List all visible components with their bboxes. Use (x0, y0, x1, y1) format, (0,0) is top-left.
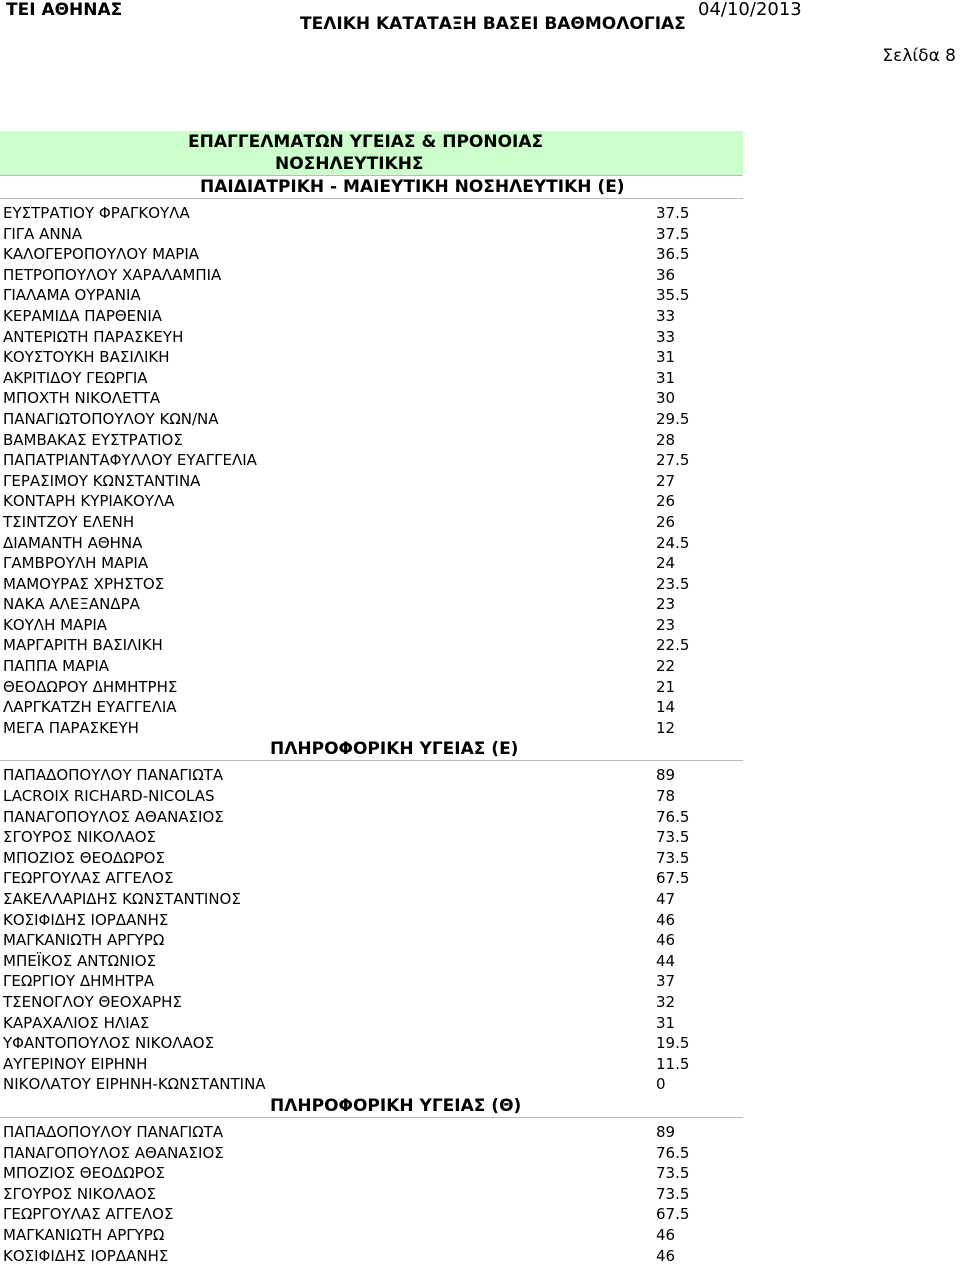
ranking-row (0, 388, 743, 409)
specialty-title: ΠΑΙΔΙΑΤΡΙΚΗ - ΜΑΙΕΥΤΙΚΗ ΝΟΣΗΛΕΥΤΙΚΗ (Ε) (200, 177, 625, 197)
candidate-name: ΓΑΜΒΡΟΥΛΗ ΜΑΡΙΑ (3, 554, 149, 573)
ranking-row (0, 409, 743, 430)
candidate-name: ΓΙΑΛΑΜΑ ΟΥΡΑΝΙΑ (3, 286, 141, 305)
ranking-row (0, 992, 743, 1013)
candidate-name: ΠΑΠΑΤΡΙΑΝΤΑΦΥΛΛΟΥ ΕΥΑΓΓΕΛΙΑ (3, 451, 257, 470)
ranking-row (0, 910, 743, 931)
candidate-name: ΠΑΝΑΓΟΠΟΥΛΟΣ ΑΘΑΝΑΣΙΟΣ (3, 1143, 224, 1162)
candidate-score: 26 (656, 512, 676, 531)
sections-container (0, 175, 743, 1266)
page-number: Σελίδα 8 (882, 46, 956, 66)
candidate-name: ΚΟΥΛΗ ΜΑΡΙΑ (3, 615, 108, 634)
ranking-row (0, 1143, 743, 1164)
ranking-row (0, 615, 743, 636)
candidate-score: 23 (656, 595, 676, 614)
ranking-row (0, 1204, 743, 1225)
candidate-score: 76.5 (656, 807, 690, 826)
candidate-name: ΜΕΓΑ ΠΑΡΑΣΚΕΥΗ (3, 718, 139, 737)
candidate-name: ΜΠΟΖΙΟΣ ΘΕΟΔΩΡΟΣ (3, 1164, 165, 1183)
candidate-score: 22 (656, 657, 676, 676)
candidate-name: ΑΥΓΕΡΙΝΟΥ ΕΙΡΗΝΗ (3, 1054, 148, 1073)
candidate-score: 21 (656, 677, 676, 696)
ranking-row (0, 347, 743, 368)
ranking-row (0, 765, 743, 786)
candidate-name: ΝΑΚΑ ΑΛΕΞΑΝΔΡΑ (3, 595, 140, 614)
candidate-score: 46 (656, 1246, 676, 1265)
ranking-row (0, 491, 743, 512)
candidate-score: 31 (656, 1013, 676, 1032)
school-title: ΕΠΑΓΓΕΛΜΑΤΩΝ ΥΓΕΙΑΣ & ΠΡΟΝΟΙΑΣ (188, 132, 544, 152)
candidate-score: 37 (656, 972, 676, 991)
candidate-name: ΤΣΙΝΤΖΟΥ ΕΛΕΝΗ (3, 512, 135, 531)
candidate-score: 24 (656, 554, 676, 573)
ranking-row (0, 697, 743, 718)
ranking-row (0, 450, 743, 471)
candidate-name: ΕΥΣΤΡΑΤΙΟΥ ΦΡΑΓΚΟΥΛΑ (3, 204, 190, 222)
ranking-row (0, 635, 743, 656)
candidate-name: ΑΝΤΕΡΙΩΤΗ ΠΑΡΑΣΚΕΥΗ (3, 327, 184, 346)
ranking-row (0, 971, 743, 992)
candidate-score: 35.5 (656, 286, 690, 305)
candidate-name: ΓΕΩΡΓΟΥΛΑΣ ΑΓΓΕΛΟΣ (3, 1205, 174, 1224)
ranking-row (0, 951, 743, 972)
candidate-name: ΣΓΟΥΡΟΣ ΝΙΚΟΛΑΟΣ (3, 828, 156, 847)
candidate-name: ΑΚΡΙΤΙΔΟΥ ΓΕΩΡΓΙΑ (3, 368, 148, 387)
candidate-name: ΚΟΝΤΑΡΗ ΚΥΡΙΑΚΟΥΛΑ (3, 492, 175, 511)
candidate-score: 14 (656, 698, 676, 717)
candidate-score: 73.5 (656, 1164, 690, 1183)
ranking-row (0, 1054, 743, 1075)
candidate-name: ΓΕΡΑΣΙΜΟΥ ΚΩΝΣΤΑΝΤΙΝΑ (3, 471, 201, 490)
ranking-row (0, 285, 743, 306)
ranking-row (0, 1013, 743, 1034)
candidate-score: 28 (656, 430, 676, 449)
candidate-score: 73.5 (656, 1184, 690, 1203)
candidate-name: ΓΕΩΡΓΙΟΥ ΔΗΜΗΤΡΑ (3, 972, 155, 991)
candidate-score: 36 (656, 265, 676, 284)
ranking-row (0, 574, 743, 595)
candidate-name: ΥΦΑΝΤΟΠΟΥΛΟΣ ΝΙΚΟΛΑΟΣ (3, 1034, 215, 1053)
candidate-score: 73.5 (656, 828, 690, 847)
ranking-row (0, 512, 743, 533)
ranking-row (0, 1122, 743, 1143)
candidate-score: 36.5 (656, 245, 690, 264)
ranking-row (0, 533, 743, 554)
ranking-row (0, 677, 743, 698)
candidate-name: ΚΕΡΑΜΙΔΑ ΠΑΡΘΕΝΙΑ (3, 306, 163, 325)
candidate-name: ΜΑΓΚΑΝΙΩΤΗ ΑΡΓΥΡΩ (3, 1225, 165, 1244)
candidate-name: ΣΑΚΕΛΛΑΡΙΔΗΣ ΚΩΝΣΤΑΝΤΙΝΟΣ (3, 890, 241, 908)
ranking-row (0, 1246, 743, 1267)
candidate-name: ΜΠΕΪΚΟΣ ΑΝΤΩΝΙΟΣ (3, 951, 157, 970)
department-title: ΝΟΣΗΛΕΥΤΙΚΗΣ (275, 154, 424, 174)
candidate-name: ΠΕΤΡΟΠΟΥΛΟΥ ΧΑΡΑΛΑΜΠΙΑ (3, 265, 222, 284)
ranking-sheet (0, 131, 743, 1266)
candidate-score: 67.5 (656, 869, 690, 888)
candidate-score: 89 (656, 1122, 676, 1141)
candidate-name: ΚΟΥΣΤΟΥΚΗ ΒΑΣΙΛΙΚΗ (3, 348, 170, 367)
candidate-score: 27.5 (656, 451, 690, 470)
ranking-row (0, 594, 743, 615)
candidate-score: 67.5 (656, 1205, 690, 1224)
candidate-name: ΜΑΡΓΑΡΙΤΗ ΒΑΣΙΛΙΚΗ (3, 636, 163, 655)
specialty-header (0, 1095, 743, 1118)
candidate-score: 31 (656, 348, 676, 367)
ranking-row (0, 889, 743, 910)
candidate-score: 46 (656, 931, 676, 950)
candidate-name: ΚΟΣΙΦΙΔΗΣ ΙΟΡΔΑΝΗΣ (3, 910, 169, 929)
candidate-score: 27 (656, 471, 676, 490)
candidate-name: ΜΑΓΚΑΝΙΩΤΗ ΑΡΓΥΡΩ (3, 931, 165, 950)
specialty-title: ΠΛΗΡΟΦΟΡΙΚΗ ΥΓΕΙΑΣ (Θ) (270, 1095, 522, 1116)
candidate-name: LACROIX RICHARD-NICOLAS (3, 787, 215, 806)
candidate-score: 37.5 (656, 224, 690, 243)
candidate-score: 19.5 (656, 1034, 690, 1053)
report-date: 04/10/2013 (698, 0, 802, 20)
ranking-row (0, 1074, 743, 1095)
ranking-row (0, 1225, 743, 1246)
specialty-header (0, 738, 743, 761)
candidate-score: 29.5 (656, 409, 690, 428)
ranking-row (0, 224, 743, 245)
candidate-name: ΜΠΟΖΙΟΣ ΘΕΟΔΩΡΟΣ (3, 848, 165, 867)
ranking-row (0, 368, 743, 389)
candidate-name: ΓΙΓΑ ΑΝΝΑ (3, 224, 83, 243)
candidate-score: 78 (656, 787, 676, 806)
school-band (0, 131, 743, 153)
candidate-name: ΝΙΚΟΛΑΤΟΥ ΕΙΡΗΝΗ-ΚΩΝΣΤΑΝΤΙΝΑ (3, 1075, 266, 1094)
candidate-score: 30 (656, 389, 676, 408)
candidate-name: ΘΕΟΔΩΡΟΥ ΔΗΜΗΤΡΗΣ (3, 677, 178, 696)
candidate-score: 89 (656, 766, 676, 785)
ranking-row (0, 203, 743, 224)
ranking-row (0, 848, 743, 869)
candidate-name: ΤΣΕΝΟΓΛΟΥ ΘΕΟΧΑΡΗΣ (3, 992, 182, 1011)
candidate-score: 47 (656, 890, 676, 908)
candidate-name: ΚΑΛΟΓΕΡΟΠΟΥΛΟΥ ΜΑΡΙΑ (3, 245, 200, 264)
candidate-score: 24.5 (656, 533, 690, 552)
candidate-score: 0 (656, 1075, 666, 1094)
ranking-row (0, 265, 743, 286)
candidate-name: ΔΙΑΜΑΝΤΗ ΑΘΗΝΑ (3, 533, 143, 552)
candidate-name: ΒΑΜΒΑΚΑΣ ΕΥΣΤΡΑΤΙΟΣ (3, 430, 183, 449)
ranking-row (0, 1184, 743, 1205)
institution-name: ΤΕΙ ΑΘΗΝΑΣ (6, 0, 123, 20)
ranking-row (0, 244, 743, 265)
specialty-header (0, 175, 743, 199)
candidate-name: ΚΟΣΙΦΙΔΗΣ ΙΟΡΔΑΝΗΣ (3, 1246, 169, 1265)
candidate-score: 76.5 (656, 1143, 690, 1162)
candidate-name: ΚΑΡΑΧΑΛΙΟΣ ΗΛΙΑΣ (3, 1013, 150, 1032)
ranking-row (0, 1163, 743, 1184)
ranking-row (0, 656, 743, 677)
ranking-row (0, 930, 743, 951)
ranking-row (0, 471, 743, 492)
candidate-score: 12 (656, 718, 676, 737)
candidate-score: 23.5 (656, 574, 690, 593)
candidate-name: ΠΑΝΑΓΟΠΟΥΛΟΣ ΑΘΑΝΑΣΙΟΣ (3, 807, 224, 826)
candidate-name: ΛΑΡΓΚΑΤΖΗ ΕΥΑΓΓΕΛΙΑ (3, 698, 177, 717)
ranking-row (0, 430, 743, 451)
candidate-name: ΠΑΠΑΔΟΠΟΥΛΟΥ ΠΑΝΑΓΙΩΤΑ (3, 766, 224, 785)
candidate-score: 73.5 (656, 848, 690, 867)
ranking-row (0, 327, 743, 348)
candidate-score: 26 (656, 492, 676, 511)
candidate-score: 33 (656, 327, 676, 346)
candidate-score: 11.5 (656, 1054, 690, 1073)
candidate-score: 44 (656, 951, 676, 970)
candidate-score: 46 (656, 1225, 676, 1244)
candidate-name: ΠΑΠΠΑ ΜΑΡΙΑ (3, 657, 110, 676)
candidate-score: 32 (656, 992, 676, 1011)
candidate-name: ΜΑΜΟΥΡΑΣ ΧΡΗΣΤΟΣ (3, 574, 165, 593)
candidate-name: ΜΠΟΧΤΗ ΝΙΚΟΛΕΤΤΑ (3, 389, 161, 408)
department-band (0, 153, 743, 175)
candidate-score: 31 (656, 368, 676, 387)
specialty-title: ΠΛΗΡΟΦΟΡΙΚΗ ΥΓΕΙΑΣ (Ε) (270, 739, 519, 760)
candidate-score: 22.5 (656, 636, 690, 655)
ranking-row (0, 306, 743, 327)
candidate-name: ΣΓΟΥΡΟΣ ΝΙΚΟΛΑΟΣ (3, 1184, 156, 1203)
ranking-row (0, 1033, 743, 1054)
ranking-row (0, 827, 743, 848)
candidate-name: ΠΑΝΑΓΙΩΤΟΠΟΥΛΟΥ ΚΩΝ/ΝΑ (3, 409, 219, 428)
ranking-row (0, 786, 743, 807)
report-title: ΤΕΛΙΚΗ ΚΑΤΑΤΑΞΗ ΒΑΣΕΙ ΒΑΘΜΟΛΟΓΙΑΣ (300, 14, 686, 34)
candidate-score: 46 (656, 910, 676, 929)
candidate-score: 33 (656, 306, 676, 325)
candidate-name: ΠΑΠΑΔΟΠΟΥΛΟΥ ΠΑΝΑΓΙΩΤΑ (3, 1122, 224, 1141)
ranking-row (0, 868, 743, 889)
ranking-row (0, 718, 743, 739)
ranking-row (0, 553, 743, 574)
candidate-score: 23 (656, 615, 676, 634)
candidate-score: 37.5 (656, 204, 690, 222)
ranking-row (0, 807, 743, 828)
candidate-name: ΓΕΩΡΓΟΥΛΑΣ ΑΓΓΕΛΟΣ (3, 869, 174, 888)
